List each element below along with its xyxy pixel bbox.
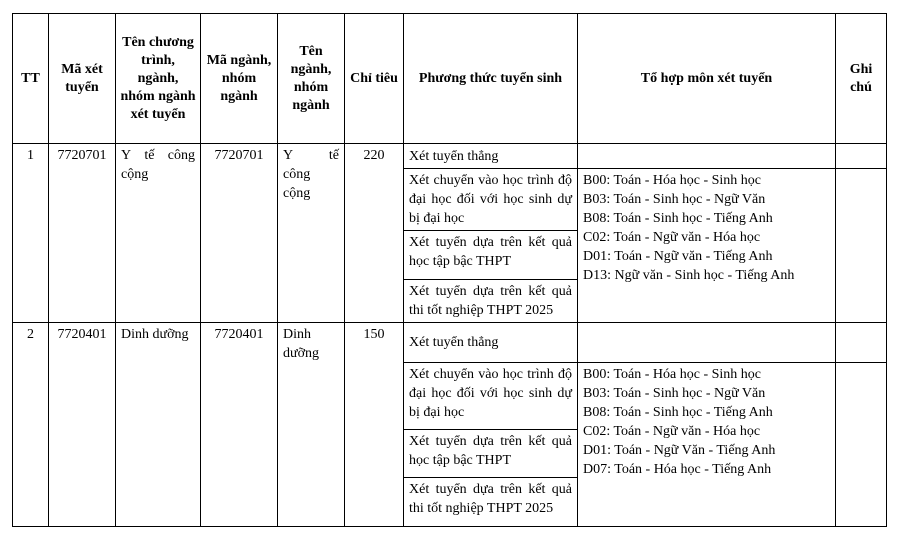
cell-combos-empty bbox=[578, 144, 836, 169]
cell-chi-tieu: 150 bbox=[345, 323, 404, 527]
combo-item: B00: Toán - Hóa học - Sinh học bbox=[583, 173, 762, 188]
cell-method: Xét chuyển vào học trình độ đại học đối với học sinh dự bị đại học bbox=[404, 363, 578, 430]
header-ghi-chu: Ghi chú bbox=[836, 14, 887, 144]
cell-method: Xét tuyển dựa trên kết quả thi tốt nghiệp THPT 2025 bbox=[404, 478, 578, 527]
ten-nganh-line2: công cộng bbox=[283, 167, 311, 201]
cell-method: Xét tuyển dựa trên kết quả học tập bậc THPT bbox=[404, 231, 578, 280]
cell-method: Xét chuyển vào học trình độ đại học đối với học sinh dự bị đại học bbox=[404, 169, 578, 231]
cell-combos bbox=[578, 363, 836, 527]
cell-ma-xet-tuyen: 7720401 bbox=[49, 323, 116, 527]
cell-method: Xét tuyển thẳng bbox=[404, 144, 578, 169]
header-ma-xet-tuyen: Mã xét tuyển bbox=[49, 14, 116, 144]
combo-item: C02: Toán - Ngữ văn - Hóa học bbox=[583, 230, 761, 245]
cell-ghi-chu bbox=[836, 169, 887, 323]
cell-combos bbox=[578, 169, 836, 323]
cell-combos-empty bbox=[578, 323, 836, 363]
header-phuong-thuc: Phương thức tuyển sinh bbox=[404, 14, 578, 144]
cell-chi-tieu: 220 bbox=[345, 144, 404, 323]
cell-ten-nganh bbox=[278, 144, 345, 323]
header-chi-tieu: Chỉ tiêu bbox=[345, 14, 404, 144]
cell-tt: 1 bbox=[13, 144, 49, 323]
header-ten-chuong-trinh: Tên chương trình, ngành, nhóm ngành xét tuyển bbox=[116, 14, 201, 144]
combo-item: B08: Toán - Sinh học - Tiếng Anh bbox=[583, 405, 773, 420]
cell-method: Xét tuyển thẳng bbox=[404, 323, 578, 363]
word: tế bbox=[328, 148, 339, 163]
header-ten-nganh: Tên ngành, nhóm ngành bbox=[278, 14, 345, 144]
header-row bbox=[13, 14, 887, 144]
cell-ghi-chu bbox=[836, 363, 887, 527]
cell-ten-chuong-trinh bbox=[116, 144, 201, 323]
cell-ma-xet-tuyen: 7720701 bbox=[49, 144, 116, 323]
header-ma-nganh: Mã ngành, nhóm ngành bbox=[201, 14, 278, 144]
table-row bbox=[13, 144, 887, 169]
word: công bbox=[167, 148, 195, 163]
admissions-table bbox=[12, 13, 887, 527]
combo-item: B03: Toán - Sinh học - Ngữ Văn bbox=[583, 192, 766, 207]
cell-tt: 2 bbox=[13, 323, 49, 527]
cell-method: Xét tuyển dựa trên kết quả thi tốt nghiệp THPT 2025 bbox=[404, 280, 578, 323]
cell-ghi-chu bbox=[836, 144, 887, 169]
combo-item: D01: Toán - Ngữ Văn - Tiếng Anh bbox=[583, 443, 776, 458]
combo-item: D01: Toán - Ngữ văn - Tiếng Anh bbox=[583, 249, 773, 264]
word: Y bbox=[121, 148, 132, 163]
combo-item: D07: Toán - Hóa học - Tiếng Anh bbox=[583, 462, 772, 477]
cell-method: Xét tuyển dựa trên kết quả học tập bậc THPT bbox=[404, 430, 578, 478]
header-to-hop: Tổ hợp môn xét tuyển bbox=[578, 14, 836, 144]
combo-item: B03: Toán - Sinh học - Ngữ Văn bbox=[583, 386, 766, 401]
combo-item: C02: Toán - Ngữ văn - Hóa học bbox=[583, 424, 761, 439]
combo-item: D13: Ngữ văn - Sinh học - Tiếng Anh bbox=[583, 268, 795, 283]
cell-ghi-chu bbox=[836, 323, 887, 363]
word: tế bbox=[144, 148, 155, 163]
ten-chuong-trinh-line1 bbox=[121, 146, 195, 165]
word: Y bbox=[283, 148, 294, 163]
cell-ma-nganh: 7720701 bbox=[201, 144, 278, 323]
cell-ten-chuong-trinh: Dinh dưỡng bbox=[116, 323, 201, 527]
combo-item: B08: Toán - Sinh học - Tiếng Anh bbox=[583, 211, 773, 226]
cell-ma-nganh: 7720401 bbox=[201, 323, 278, 527]
table-row bbox=[13, 323, 887, 363]
ten-chuong-trinh-line2: cộng bbox=[121, 167, 149, 182]
header-tt: TT bbox=[13, 14, 49, 144]
combo-item: B00: Toán - Hóa học - Sinh học bbox=[583, 367, 762, 382]
ten-nganh-line1 bbox=[283, 146, 339, 165]
cell-ten-nganh: Dinh dưỡng bbox=[278, 323, 345, 527]
